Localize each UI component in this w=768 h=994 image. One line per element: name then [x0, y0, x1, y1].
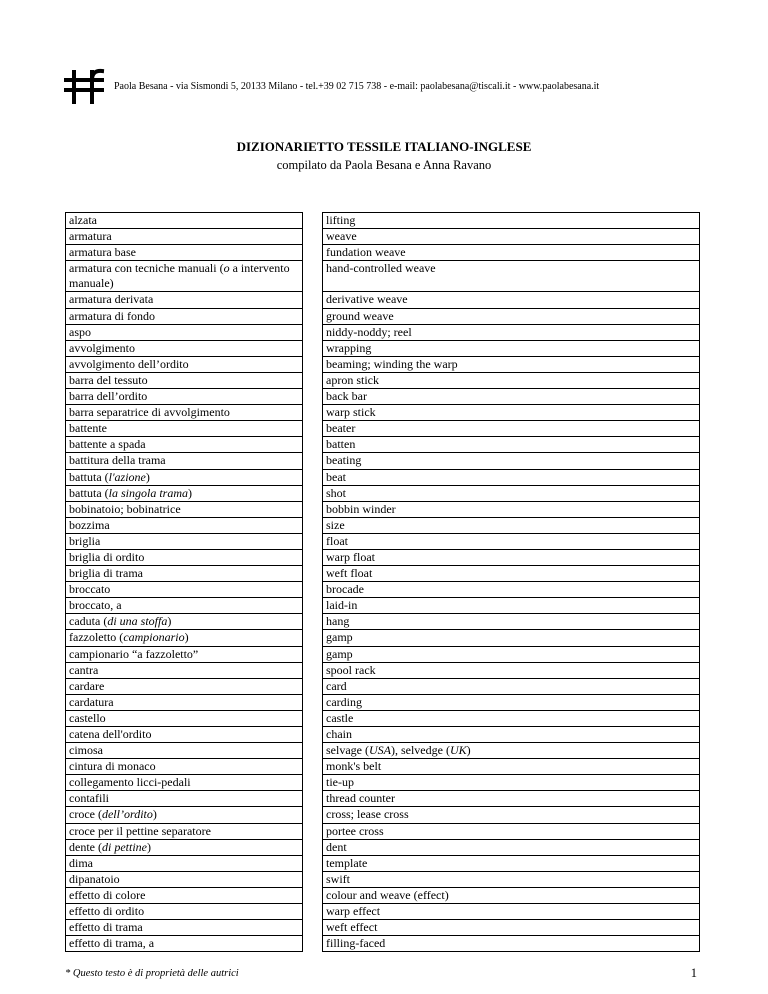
english-term: hand-controlled weave	[322, 261, 700, 292]
english-term: apron stick	[322, 373, 700, 389]
italian-term: fazzoletto (campionario)	[65, 630, 303, 646]
column-gap	[303, 518, 322, 534]
italian-term: cardatura	[65, 695, 303, 711]
column-gap	[303, 679, 322, 695]
english-term: bobbin winder	[322, 502, 700, 518]
english-term: beating	[322, 453, 700, 469]
english-term: gamp	[322, 647, 700, 663]
english-term: weave	[322, 229, 700, 245]
column-gap	[303, 373, 322, 389]
english-term: float	[322, 534, 700, 550]
column-gap	[303, 598, 322, 614]
italian-term: alzata	[65, 212, 303, 229]
english-term: wrapping	[322, 341, 700, 357]
italian-term: armatura base	[65, 245, 303, 261]
italian-term: battuta (l'azione)	[65, 470, 303, 486]
dictionary-row	[65, 856, 700, 872]
dictionary-row	[65, 212, 700, 229]
dictionary-row	[65, 759, 700, 775]
dictionary-row	[65, 453, 700, 469]
dictionary-row	[65, 309, 700, 325]
dictionary-row	[65, 727, 700, 743]
english-term: weft float	[322, 566, 700, 582]
letterhead-contact: Paola Besana - via Sismondi 5, 20133 Milano - tel.+39 02 715 738 - e-mail: paolabesana@tiscali.it - www.paolabesana.it	[114, 81, 600, 92]
english-term: size	[322, 518, 700, 534]
english-term: back bar	[322, 389, 700, 405]
italian-term: armatura derivata	[65, 292, 303, 308]
italian-term: dente (di pettine)	[65, 840, 303, 856]
dictionary-row	[65, 711, 700, 727]
italian-term: briglia di trama	[65, 566, 303, 582]
column-gap	[303, 453, 322, 469]
column-gap	[303, 743, 322, 759]
english-term: brocade	[322, 582, 700, 598]
italian-term: caduta (di una stoffa)	[65, 614, 303, 630]
english-term: swift	[322, 872, 700, 888]
dictionary-row	[65, 920, 700, 936]
column-gap	[303, 486, 322, 502]
english-term: portee cross	[322, 824, 700, 840]
dictionary-row	[65, 791, 700, 807]
dictionary-row	[65, 229, 700, 245]
dictionary-row	[65, 630, 700, 646]
dictionary-row	[65, 261, 700, 292]
english-term: weft effect	[322, 920, 700, 936]
italian-term: collegamento licci-pedali	[65, 775, 303, 791]
english-term: niddy-noddy; reel	[322, 325, 700, 341]
column-gap	[303, 872, 322, 888]
dictionary-row	[65, 486, 700, 502]
italian-term: dipanatoio	[65, 872, 303, 888]
column-gap	[303, 904, 322, 920]
dictionary-row	[65, 872, 700, 888]
italian-term: effetto di colore	[65, 888, 303, 904]
english-term: laid-in	[322, 598, 700, 614]
italian-term: barra del tessuto	[65, 373, 303, 389]
english-term: warp effect	[322, 904, 700, 920]
english-term: selvage (USA), selvedge (UK)	[322, 743, 700, 759]
english-term: batten	[322, 437, 700, 453]
italian-term: broccato, a	[65, 598, 303, 614]
italian-term: dima	[65, 856, 303, 872]
italian-term: cardare	[65, 679, 303, 695]
dictionary-row	[65, 775, 700, 791]
italian-term: castello	[65, 711, 303, 727]
dictionary-row	[65, 373, 700, 389]
column-gap	[303, 261, 322, 292]
column-gap	[303, 888, 322, 904]
column-gap	[303, 292, 322, 308]
italian-term: croce (dell’ordito)	[65, 807, 303, 823]
column-gap	[303, 647, 322, 663]
column-gap	[303, 856, 322, 872]
english-term: monk's belt	[322, 759, 700, 775]
dictionary-table	[65, 212, 700, 952]
column-gap	[303, 325, 322, 341]
dictionary-row	[65, 695, 700, 711]
english-term: warp stick	[322, 405, 700, 421]
english-term: beaming; winding the warp	[322, 357, 700, 373]
english-term: dent	[322, 840, 700, 856]
english-term: derivative weave	[322, 292, 700, 308]
italian-term: armatura con tecniche manuali (o a intervento manuale)	[65, 261, 303, 292]
document-subtitle: compilato da Paola Besana e Anna Ravano	[276, 158, 492, 172]
italian-term: avvolgimento	[65, 341, 303, 357]
column-gap	[303, 357, 322, 373]
english-term: cross; lease cross	[322, 807, 700, 823]
column-gap	[303, 727, 322, 743]
column-gap	[303, 695, 322, 711]
column-gap	[303, 502, 322, 518]
dictionary-row	[65, 663, 700, 679]
italian-term: bobinatoio; bobinatrice	[65, 502, 303, 518]
italian-term: bozzima	[65, 518, 303, 534]
italian-term: effetto di trama	[65, 920, 303, 936]
column-gap	[303, 791, 322, 807]
english-term: template	[322, 856, 700, 872]
english-term: castle	[322, 711, 700, 727]
english-term: card	[322, 679, 700, 695]
dictionary-row	[65, 437, 700, 453]
dictionary-row	[65, 325, 700, 341]
english-term: lifting	[322, 212, 700, 229]
english-term: filling-faced	[322, 936, 700, 952]
column-gap	[303, 534, 322, 550]
english-term: warp float	[322, 550, 700, 566]
english-term: spool rack	[322, 663, 700, 679]
column-gap	[303, 550, 322, 566]
english-term: beater	[322, 421, 700, 437]
english-term: hang	[322, 614, 700, 630]
document-title: DIZIONARIETTO TESSILE ITALIANO-INGLESE	[236, 139, 532, 154]
italian-term: cintura di monaco	[65, 759, 303, 775]
italian-term: battente	[65, 421, 303, 437]
dictionary-row	[65, 840, 700, 856]
dictionary-row	[65, 550, 700, 566]
dictionary-row	[65, 824, 700, 840]
italian-term: battente a spada	[65, 437, 303, 453]
dictionary-row	[65, 421, 700, 437]
column-gap	[303, 341, 322, 357]
italian-term: aspo	[65, 325, 303, 341]
pf-monogram-logo-icon	[62, 68, 106, 104]
italian-term: briglia	[65, 534, 303, 550]
english-term: shot	[322, 486, 700, 502]
italian-term: barra dell’ordito	[65, 389, 303, 405]
dictionary-row	[65, 357, 700, 373]
column-gap	[303, 405, 322, 421]
italian-term: battuta (la singola trama)	[65, 486, 303, 502]
english-term: tie-up	[322, 775, 700, 791]
column-gap	[303, 582, 322, 598]
column-gap	[303, 630, 322, 646]
italian-term: contafili	[65, 791, 303, 807]
column-gap	[303, 437, 322, 453]
column-gap	[303, 470, 322, 486]
column-gap	[303, 389, 322, 405]
italian-term: cimosa	[65, 743, 303, 759]
dictionary-row	[65, 292, 700, 308]
italian-term: avvolgimento dell’ordito	[65, 357, 303, 373]
dictionary-row	[65, 389, 700, 405]
letterhead	[62, 68, 722, 104]
page-number: 1	[690, 966, 697, 980]
column-gap	[303, 775, 322, 791]
column-gap	[303, 920, 322, 936]
dictionary-row	[65, 405, 700, 421]
english-term: ground weave	[322, 309, 700, 325]
dictionary-row	[65, 614, 700, 630]
column-gap	[303, 663, 322, 679]
column-gap	[303, 840, 322, 856]
column-gap	[303, 936, 322, 952]
english-term: gamp	[322, 630, 700, 646]
italian-term: cantra	[65, 663, 303, 679]
column-gap	[303, 309, 322, 325]
copyright-footer: * Questo testo è di proprietà delle autrici	[65, 968, 239, 979]
dictionary-row	[65, 582, 700, 598]
dictionary-row	[65, 598, 700, 614]
column-gap	[303, 807, 322, 823]
column-gap	[303, 566, 322, 582]
column-gap	[303, 421, 322, 437]
dictionary-row	[65, 936, 700, 952]
italian-term: effetto di ordito	[65, 904, 303, 920]
english-term: fundation weave	[322, 245, 700, 261]
column-gap	[303, 212, 322, 229]
column-gap	[303, 759, 322, 775]
english-term: chain	[322, 727, 700, 743]
column-gap	[303, 711, 322, 727]
dictionary-row	[65, 647, 700, 663]
dictionary-row	[65, 807, 700, 823]
dictionary-row	[65, 518, 700, 534]
dictionary-row	[65, 534, 700, 550]
italian-term: armatura di fondo	[65, 309, 303, 325]
english-term: beat	[322, 470, 700, 486]
dictionary-row	[65, 566, 700, 582]
dictionary-row	[65, 888, 700, 904]
italian-term: effetto di trama, a	[65, 936, 303, 952]
column-gap	[303, 614, 322, 630]
dictionary-row	[65, 679, 700, 695]
italian-term: barra separatrice di avvolgimento	[65, 405, 303, 421]
column-gap	[303, 245, 322, 261]
column-gap	[303, 229, 322, 245]
italian-term: broccato	[65, 582, 303, 598]
dictionary-row	[65, 470, 700, 486]
italian-term: battitura della trama	[65, 453, 303, 469]
italian-term: campionario “a fazzoletto”	[65, 647, 303, 663]
italian-term: briglia di ordito	[65, 550, 303, 566]
italian-term: croce per il pettine separatore	[65, 824, 303, 840]
dictionary-row	[65, 743, 700, 759]
column-gap	[303, 824, 322, 840]
dictionary-row	[65, 245, 700, 261]
italian-term: catena dell'ordito	[65, 727, 303, 743]
dictionary-row	[65, 904, 700, 920]
dictionary-row	[65, 502, 700, 518]
english-term: colour and weave (effect)	[322, 888, 700, 904]
dictionary-row	[65, 341, 700, 357]
italian-term: armatura	[65, 229, 303, 245]
english-term: carding	[322, 695, 700, 711]
english-term: thread counter	[322, 791, 700, 807]
